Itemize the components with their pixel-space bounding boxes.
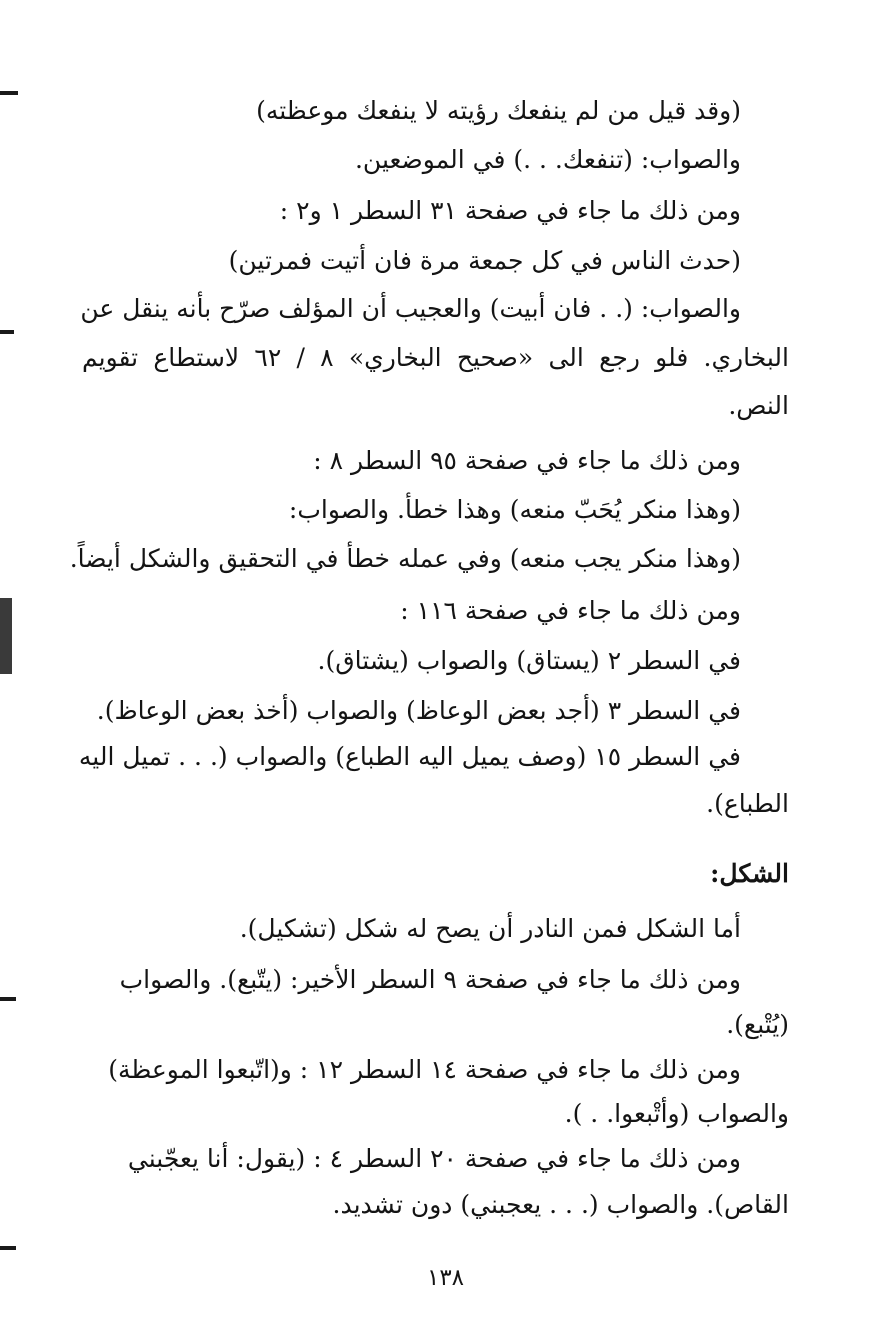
text-line: (وقد قيل من لم ينفعك رؤيته لا ينفعك موعظته)	[256, 96, 741, 125]
text-line: أما الشكل فمن النادر أن يصح له شكل (تشكيل).	[239, 914, 741, 943]
text-line: في السطر ٣ (أجد بعض الوعاظ) والصواب (أخذ بعض الوعاظ).	[96, 696, 741, 725]
text-line: النص.	[728, 391, 789, 420]
text-line: والصواب: (. . فان أبيت) والعجيب أن المؤلف صرّح بأنه ينقل عن	[80, 294, 741, 323]
text-line: (وهذا منكر يجب منعه) وفي عمله خطأ في التحقيق والشكل أيضاً.	[69, 544, 741, 573]
text-line: والصواب (وأتْبعوا. . ).	[564, 1099, 789, 1128]
text-line: ومن ذلك ما جاء في صفحة ١٤ السطر ١٢ : و(اتّبعوا الموعظة)	[108, 1055, 741, 1084]
text-line: ومن ذلك ما جاء في صفحة ٩٥ السطر ٨ :	[313, 446, 741, 475]
text-line: ومن ذلك ما جاء في صفحة ١١٦ :	[400, 596, 741, 625]
text-line: ومن ذلك ما جاء في صفحة ٩ السطر الأخير: (يتّبع). والصواب	[119, 965, 741, 994]
scan-edge-mark	[0, 997, 16, 1001]
scan-edge-mark	[0, 1246, 16, 1250]
scan-edge-mark	[0, 91, 18, 95]
scan-edge-mark	[0, 330, 14, 334]
scan-edge-mark	[0, 598, 12, 674]
text-line: في السطر ٢ (يستاق) والصواب (يشتاق).	[317, 646, 741, 675]
text-line: ومن ذلك ما جاء في صفحة ٣١ السطر ١ و٢ :	[279, 196, 741, 225]
text-line: القاص). والصواب (. . . يعجبني) دون تشديد.	[332, 1190, 789, 1219]
text-line: (وهذا منكر يُحَبّ منعه) وهذا خطأ. والصواب:	[288, 495, 741, 524]
text-line: في السطر ١٥ (وصف يميل اليه الطباع) والصواب (. . . تميل اليه	[78, 742, 741, 771]
text-line: والصواب: (تنفعك. . .) في الموضعين.	[354, 145, 741, 174]
page-number: ١٣٨	[426, 1265, 465, 1291]
section-heading: الشكل:	[710, 859, 789, 888]
text-line: (يُتْبع).	[726, 1010, 789, 1039]
text-line: ومن ذلك ما جاء في صفحة ٢٠ السطر ٤ : (يقول: أنا يعجّبني	[127, 1144, 741, 1173]
text-line: الطباع).	[706, 789, 789, 818]
text-line: البخاري. فلو رجع الى «صحيح البخاري» ٨ / ٦٢ لاستطاع تقويم	[82, 343, 789, 372]
text-line: (حدث الناس في كل جمعة مرة فان أتيت فمرتين)	[228, 246, 741, 275]
